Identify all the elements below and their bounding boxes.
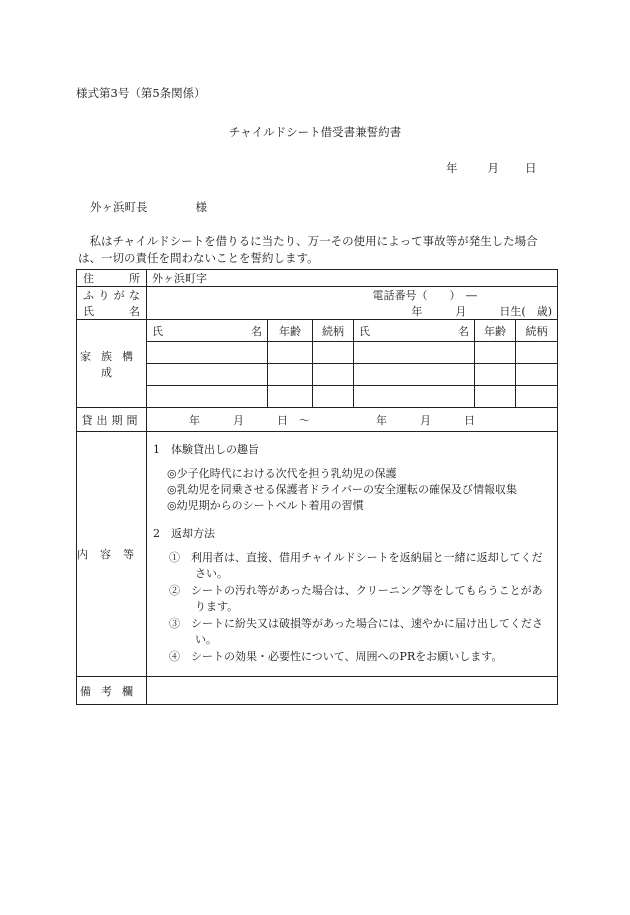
family-label: 家族構成 [77,320,147,408]
family-age-cell[interactable] [475,342,516,364]
name-row [77,303,558,320]
family-row [77,342,558,364]
address-field[interactable]: 外ヶ浜町字 [147,270,558,287]
family-header-relation-2: 続柄 [516,320,558,342]
family-name-cell[interactable] [147,364,268,386]
loan-period-row [77,408,558,432]
date-year-label: 年 [446,161,458,175]
family-relation-cell[interactable] [313,386,354,408]
return-item: ③ シートに紛失又は破損等があった場合には、速やかに届け出してください。 [169,617,543,646]
form-number: 様式第3号（第5条関係） [76,86,206,100]
family-age-cell[interactable] [268,386,313,408]
purpose-item: ◎乳幼児を同乗させる保護者ドライバーの安全運転の確保及び情報収集 [167,483,518,496]
family-age-cell[interactable] [475,386,516,408]
address-row [77,270,558,287]
family-header-age: 年齢 [268,320,313,342]
return-item: ④ シートの効果・必要性について、周囲へのPRをお願いします。 [169,650,503,663]
family-row [77,364,558,386]
addressee-honorific: 様 [195,200,207,214]
section-purpose-heading: 1 体験貸出しの趣旨 [153,443,259,456]
return-item: ② シートの汚れ等があった場合は、クリーニング等をしてもらうことがあります。 [169,584,543,613]
pledge-text: 私はチャイルドシートを借りるに当たり、万一その使用によって事故等が発生した場合は、一切の責任を問わないことを誓約します。 [78,234,538,265]
section-return-heading: 2 返却方法 [153,527,215,540]
family-age-cell[interactable] [268,342,313,364]
content-body [147,432,558,677]
purpose-item: ◎少子化時代における次代を担う乳幼児の保護 [167,467,397,480]
loan-period-field[interactable]: 年 月 日 〜 年 月 日 [147,408,558,432]
date-line [446,160,537,176]
content-label: 内容等 [77,432,147,677]
family-name-cell[interactable] [147,386,268,408]
family-row [77,386,558,408]
remarks-label: 備考欄 [77,677,147,705]
birth-field[interactable]: 年 月 日生( 歳) [147,303,558,320]
family-header-name: 氏 名 [147,320,268,342]
family-relation-cell[interactable] [516,342,558,364]
family-name-cell[interactable] [354,386,475,408]
address-label: 住所 [77,270,147,287]
return-item: ① 利用者は、直接、借用チャイルドシートを返納届と一緒に返却してください。 [169,551,543,580]
pledge-statement [78,233,560,267]
document-title: チャイルドシート借受書兼誓約書 [228,125,402,139]
family-header-relation: 続柄 [313,320,354,342]
family-header-row [77,320,558,342]
family-relation-cell[interactable] [516,364,558,386]
remarks-field[interactable] [147,677,558,705]
content-row [77,432,558,677]
family-relation-cell[interactable] [313,342,354,364]
purpose-item: ◎幼児期からのシートベルト着用の習慣 [167,499,364,512]
family-age-cell[interactable] [475,364,516,386]
furigana-row [77,287,558,304]
family-name-cell[interactable] [147,342,268,364]
remarks-row [77,677,558,705]
family-name-cell[interactable] [354,342,475,364]
addressee-name: 外ヶ浜町長 [90,200,148,214]
return-list [167,550,551,665]
phone-field[interactable]: 電話番号（ ） ― [147,287,558,304]
family-name-cell[interactable] [354,364,475,386]
furigana-label: ふりがな [77,287,147,304]
family-header-age-2: 年齢 [475,320,516,342]
purpose-list [167,466,551,514]
date-month-label: 月 [487,161,499,175]
loan-period-label: 貸出期間 [77,408,147,432]
family-relation-cell[interactable] [516,386,558,408]
family-relation-cell[interactable] [313,364,354,386]
family-age-cell[interactable] [268,364,313,386]
loan-form-table [76,269,558,705]
name-label: 氏名 [77,303,147,320]
date-day-label: 日 [525,161,537,175]
addressee [90,199,207,215]
family-header-name-2: 氏 名 [354,320,475,342]
